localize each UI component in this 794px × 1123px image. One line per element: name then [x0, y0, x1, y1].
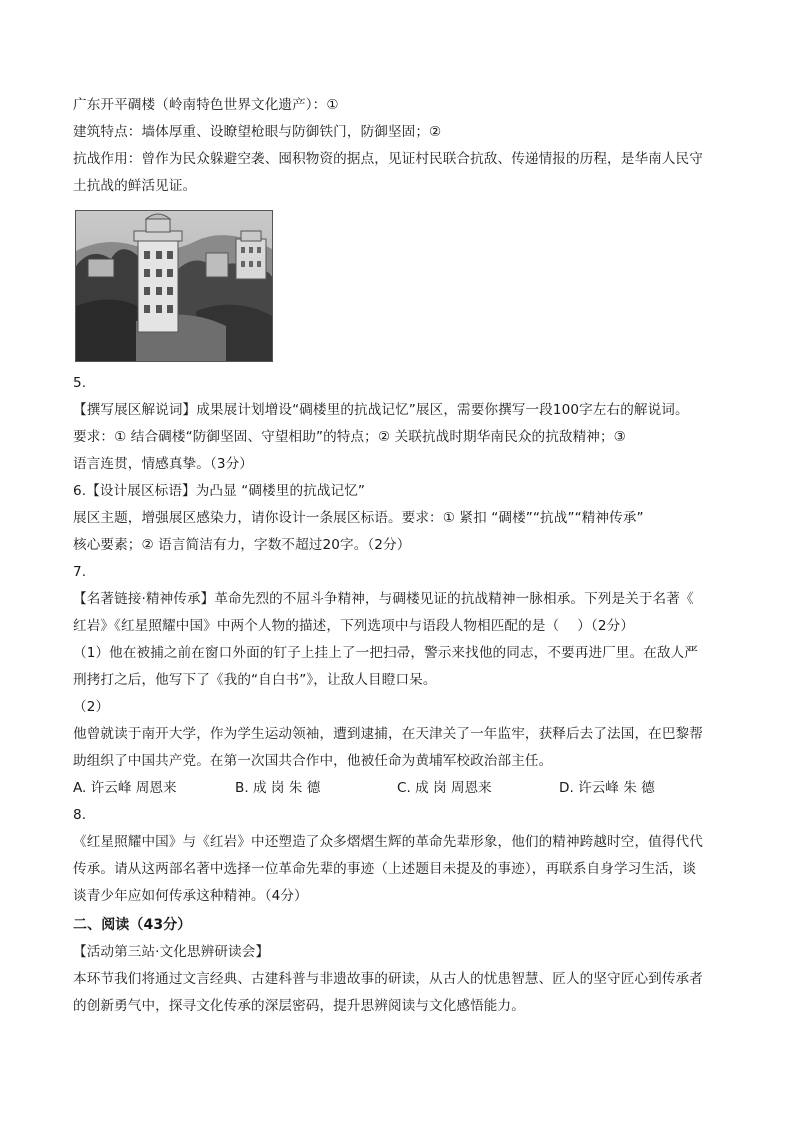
- question-7-item-1-line-1: （1）他在被捕之前在窗口外面的钉子上挂上了一把扫帚，警示来找他的同志，不要再进厂里。在敌人严: [73, 645, 698, 661]
- question-5-line-3: 语言连贯，情感真挚。（3分）: [73, 456, 253, 472]
- reading-intro-line-1: 本环节我们将通过文言经典、古建科普与非遗故事的研读，从古人的忧患智慧、匠人的坚守匠心到传承者: [73, 971, 703, 987]
- question-7-item-2-line-1: 他曾就读于南开大学，作为学生运动领袖，遭到逮捕，在天津关了一年监牢，获释后去了法国，在巴黎帮: [73, 726, 703, 742]
- option-c: C. 成 岗 周恩来: [397, 780, 492, 796]
- question-8-number: 8.: [73, 807, 87, 823]
- question-7-options: [73, 775, 721, 802]
- reading-section-heading: 二、阅读（43分）: [73, 917, 192, 933]
- question-8-line-1: 《红星照耀中国》与《红岩》中还塑造了众多熠熠生辉的革命先辈形象，他们的精神跨越时空，值得代代: [73, 834, 703, 850]
- question-7-line-1: 【名著链接·精神传承】革命先烈的不屈斗争精神，与碉楼见证的抗战精神一脉相承。下列是关于名著《: [73, 591, 694, 607]
- question-7-item-1-line-2: 刑拷打之后，他写下了《我的“自白书”》，让敌人目瞪口呆。: [73, 672, 437, 688]
- document-content: [73, 92, 721, 1020]
- question-7-item-2-number: （2）: [73, 699, 110, 715]
- option-d: D. 许云峰 朱 德: [559, 780, 655, 796]
- question-7-line-2: 红岩》《红星照耀中国》中两个人物的描述，下列选项中与语段人物相匹配的是（ ）（2分）: [73, 618, 635, 634]
- building-features: 建筑特点：墙体厚重、设瞭望枪眼与防御铁门，防御坚固；②: [73, 124, 442, 140]
- question-5-number: 5.: [73, 375, 87, 391]
- question-8-line-2: 传承。请从这两部名著中选择一位革命先辈的事迹（上述题目未提及的事迹），再联系自身学习生活，谈: [73, 861, 697, 877]
- question-7-number: 7.: [73, 564, 87, 580]
- war-role-line-1: 抗战作用：曾作为民众躲避空袭、囤积物资的据点，见证村民联合抗敌、传递情报的历程，是华南人民守: [73, 151, 703, 167]
- option-a: A. 许云峰 周恩来: [73, 780, 177, 796]
- question-6-line-3: 核心要素；② 语言简洁有力，字数不超过20字。（2分）: [73, 537, 411, 553]
- war-role-line-2: 土抗战的鲜活见证。: [73, 178, 197, 194]
- diaolou-photo: [75, 210, 273, 362]
- diaolou-photo-drawing: [76, 211, 272, 361]
- option-b: B. 成 岗 朱 德: [235, 780, 321, 796]
- question-8-line-3: 谈青少年应如何传承这种精神。（4分）: [73, 888, 308, 904]
- question-5-line-2: 要求：① 结合碉楼“防御坚固、守望相助”的特点；② 关联抗战时期华南民众的抗敌精神；③: [73, 429, 626, 445]
- question-6-line-2: 展区主题，增强展区感染力，请你设计一条展区标语。要求：① 紧扣 “碉楼”“抗战”“精神传承”: [73, 510, 644, 526]
- activity-station-title: 【活动第三站·文化思辨研读会】: [73, 944, 270, 960]
- diaolou-heading: 广东开平碉楼（岭南特色世界文化遗产）：①: [73, 97, 339, 113]
- question-6-line-1: 6.【设计展区标语】为凸显 “碉楼里的抗战记忆”: [73, 483, 366, 499]
- reading-intro-line-2: 的创新勇气中，探寻文化传承的深层密码，提升思辨阅读与文化感悟能力。: [73, 998, 525, 1014]
- question-5-line-1: 【撰写展区解说词】成果展计划增设“碉楼里的抗战记忆”展区，需要你撰写一段100字左右的解说词。: [73, 402, 689, 418]
- question-7-item-2-line-2: 助组织了中国共产党。在第一次国共合作中，他被任命为黄埔军校政治部主任。: [73, 753, 553, 769]
